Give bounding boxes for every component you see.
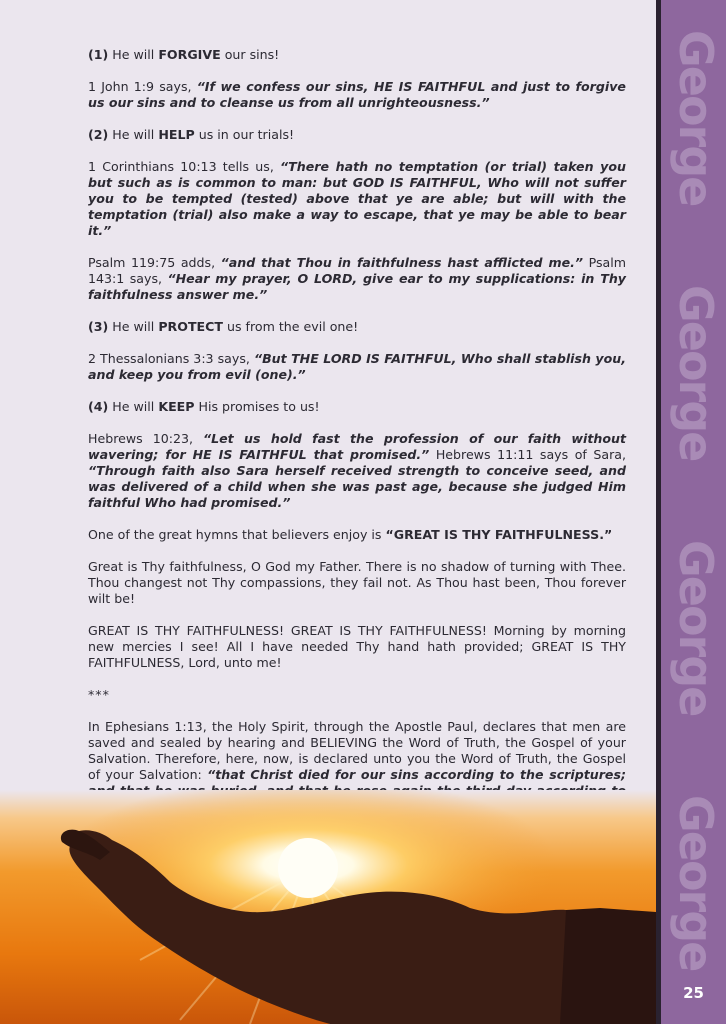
emphasis-text: (3) <box>88 319 109 334</box>
paragraph <box>88 255 626 303</box>
george-watermark: George <box>669 540 723 716</box>
body-text: He will <box>108 399 159 414</box>
paragraph <box>88 351 626 383</box>
emphasis-text: (1) <box>88 47 109 62</box>
emphasis-text: “GREAT IS THY FAITHFULNESS.” <box>385 527 613 542</box>
article-body <box>88 47 626 831</box>
body-text: us from the evil one! <box>222 319 359 334</box>
emphasis-text: KEEP <box>158 399 195 414</box>
body-text: 2 Thessalonians 3:3 says, <box>88 351 254 366</box>
sunset-hand-illustration <box>0 790 656 1024</box>
body-text: One of the great hymns that believers enjoy is <box>88 527 386 542</box>
page-number: 25 <box>683 984 704 1002</box>
body-text: 1 John 1:9 says, <box>88 79 197 94</box>
paragraph <box>88 319 626 335</box>
body-text: Hebrews 10:23, <box>88 431 203 446</box>
body-text: Hebrews 11:11 says of Sara, <box>429 447 626 462</box>
body-text: our sins! <box>220 47 280 62</box>
paragraph <box>88 527 626 543</box>
scripture-quote: “and that Thou in faithfulness hast afflicted me.” <box>220 255 584 270</box>
paragraph <box>88 79 626 111</box>
body-text: Psalm 119:75 adds, <box>88 255 221 270</box>
body-text: He will <box>108 319 159 334</box>
body-text: 1 Corinthians 10:13 tells us, <box>88 159 281 174</box>
emphasis-text: PROTECT <box>158 319 223 334</box>
emphasis-text: (4) <box>88 399 109 414</box>
body-text: *** <box>88 687 110 702</box>
body-text: He will <box>108 47 159 62</box>
paragraph <box>88 159 626 239</box>
george-watermark: George <box>669 795 723 971</box>
body-text: In Ephesians 1:13, the Holy Spirit, through the Apostle Paul, declares that men are saved and sealed by hearing and BELIEVING the Word of Truth, the Gospel of your Salvation. Therefore, here, now, is declared unto you the Word of Truth, the Gospel of your Salvation: <box>88 719 626 782</box>
paragraph <box>88 623 626 671</box>
emphasis-text: FORGIVE <box>158 47 221 62</box>
emphasis-text: (2) <box>88 127 109 142</box>
scripture-quote: “But THE LORD IS FAITHFUL, Who shall stablish you, and keep you from evil (one).” <box>88 351 626 382</box>
emphasis-text: HELP <box>158 127 195 142</box>
scripture-quote: “If we confess our sins, HE IS FAITHFUL and just to forgive us our sins and to cleanse us from all unrighteousness.” <box>88 79 626 110</box>
body-text: us in our trials! <box>194 127 295 142</box>
scripture-quote: “There hath no temptation (or trial) taken you but such as is common to man: but GOD IS FAITHFUL, Who will not suffer you to be tempted (tested) above that ye are able; but will with the temptation (trial) also make a way to escape, that ye may be able to bear it.” <box>88 159 626 238</box>
sidebar-divider <box>656 0 661 1024</box>
paragraph <box>88 399 626 415</box>
body-text: He will <box>108 127 159 142</box>
scripture-quote: “that Christ died for our sins according to the scriptures; <box>207 767 626 782</box>
paragraph <box>88 687 626 703</box>
paragraph <box>88 431 626 511</box>
paragraph <box>88 127 626 143</box>
george-watermark: George <box>669 285 723 461</box>
paragraph <box>88 559 626 607</box>
body-text: His promises to us! <box>194 399 320 414</box>
scripture-quote: “Let us hold fast the profession of our faith without wavering; for HE IS FAITHFUL that promised.” <box>88 431 626 462</box>
body-text: Great is Thy faithfulness, O God my Father. There is no shadow of turning with Thee. Thou changest not Thy compassions, they fail not. As Thou hast been, Thou forever wilt be! <box>88 559 626 606</box>
scripture-quote: “Hear my prayer, O LORD, give ear to my supplications: in Thy faithfulness answer me.” <box>88 271 626 302</box>
scripture-quote: “Through faith also Sara herself received strength to conceive seed, and was delivered of a child when she was past age, because she judged Him faithful Who had promised.” <box>88 463 626 510</box>
body-text: Psalm 143:1 says, <box>88 255 626 286</box>
paragraph <box>88 47 626 63</box>
body-text: GREAT IS THY FAITHFULNESS! GREAT IS THY FAITHFULNESS! Morning by morning new mercies I see! All I have needed Thy hand hath provided; GREAT IS THY FAITHFULNESS, Lord, unto me! <box>88 623 626 670</box>
george-watermark: George <box>669 30 723 206</box>
